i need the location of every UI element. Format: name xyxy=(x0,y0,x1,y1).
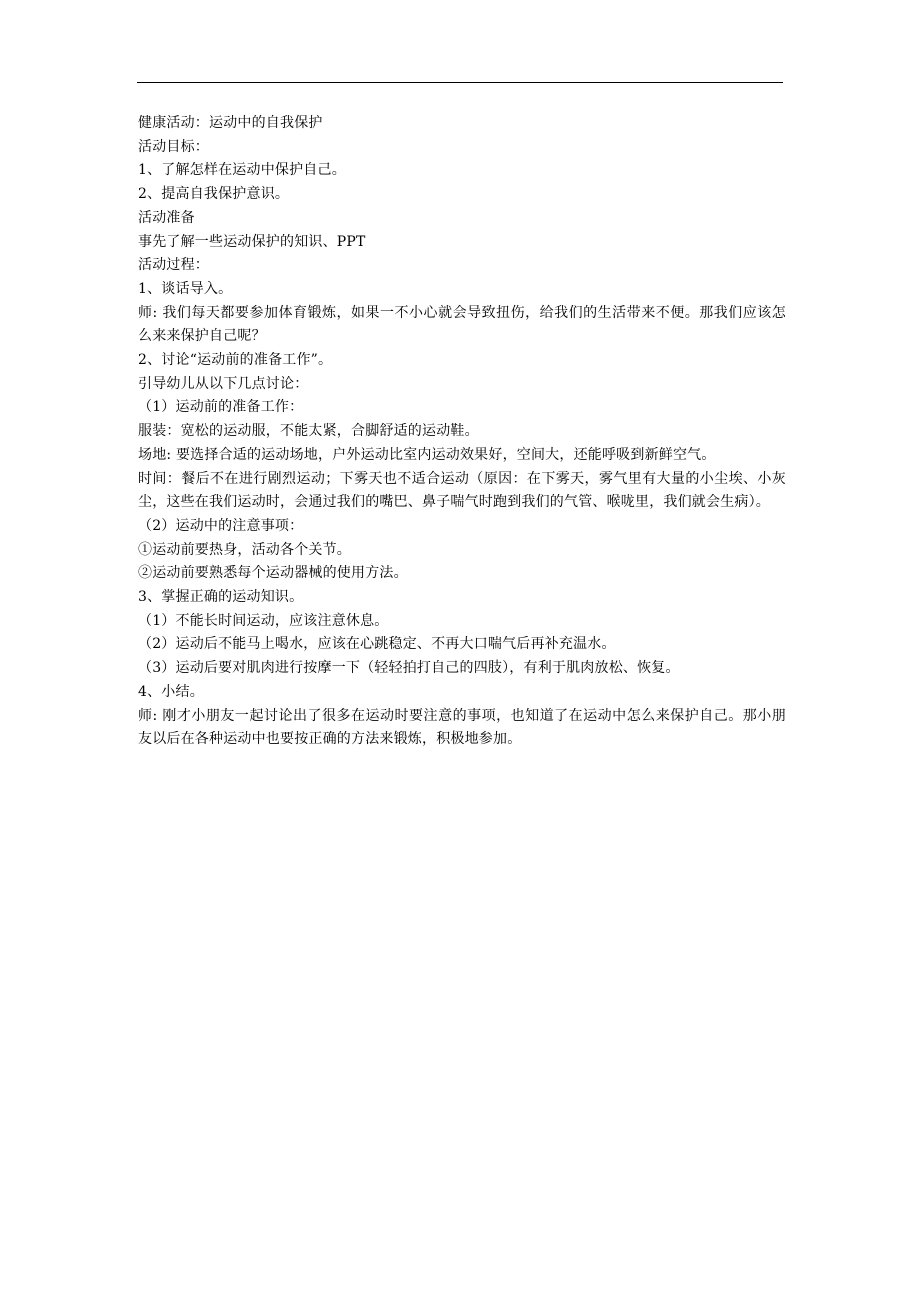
preparation-text: 事先了解一些运动保护的知识、PPT xyxy=(138,233,366,250)
step2-sub2-heading: （2）运动中的注意事项： xyxy=(138,517,304,534)
document-body xyxy=(138,112,786,752)
step2-sub1-heading: （1）运动前的准备工作： xyxy=(138,399,304,416)
step1-heading: 1、谈话导入。 xyxy=(138,280,233,297)
step3-item: （3）运动后要对肌肉进行按摩一下（轻轻拍打自己的四肢），有利于肌肉放松、恢复。 xyxy=(138,660,680,677)
step3-heading: 3、掌握正确的运动知识。 xyxy=(138,589,304,606)
step2-intro: 引导幼儿从以下几点讨论： xyxy=(138,375,309,392)
document-title: 健康活动：运动中的自我保护 xyxy=(138,115,323,131)
note-item: ②运动前要熟悉每个运动器械的使用方法。 xyxy=(138,565,408,582)
step3-item: （1）不能长时间运动，应该注意休息。 xyxy=(138,612,389,629)
objective-item: 1、了解怎样在运动中保护自己。 xyxy=(138,162,346,179)
note-item: ①运动前要热身，活动各个关节。 xyxy=(138,541,351,558)
objectives-heading: 活动目标： xyxy=(138,138,209,155)
objective-item: 2、提高自我保护意识。 xyxy=(138,186,290,203)
step4-heading: 4、小结。 xyxy=(138,683,204,700)
preparation-heading: 活动准备 xyxy=(138,209,195,226)
step4-paragraph: 师: 刚才小朋友一起讨论出了很多在运动时要注意的事项，也知道了在运动中怎么来保护自己。那小朋友以后在各种运动中也要按正确的方法来锻炼，积极地参加。 xyxy=(138,707,786,748)
clothing-paragraph: 服装：宽松的运动服，不能太紧，合脚舒适的运动鞋。 xyxy=(138,423,479,440)
venue-paragraph: 场地: 要选择合适的运动场地，户外运动比室内运动效果好，空间大，还能呼吸到新鲜空气。 xyxy=(138,446,716,463)
step2-heading: 2、讨论“运动前的准备工作”。 xyxy=(138,352,333,369)
header-rule xyxy=(137,82,783,83)
step3-item: （2）运动后不能马上喝水，应该在心跳稳定、不再大口喘气后再补充温水。 xyxy=(138,636,616,653)
step1-paragraph: 师: 我们每天都要参加体育锻炼，如果一不小心就会导致扭伤，给我们的生活带来不便。那我们应该怎么来来保护自己呢？ xyxy=(138,304,786,345)
time-paragraph: 时间：餐后不在进行剧烈运动；下雾天也不适合运动（原因：在下雾天，雾气里有大量的小尘埃、小灰尘，这些在我们运动时，会通过我们的嘴巴、鼻子喘气时跑到我们的气管、喉咙里，我们就会生病）。 xyxy=(138,470,786,511)
process-heading: 活动过程： xyxy=(138,257,209,274)
